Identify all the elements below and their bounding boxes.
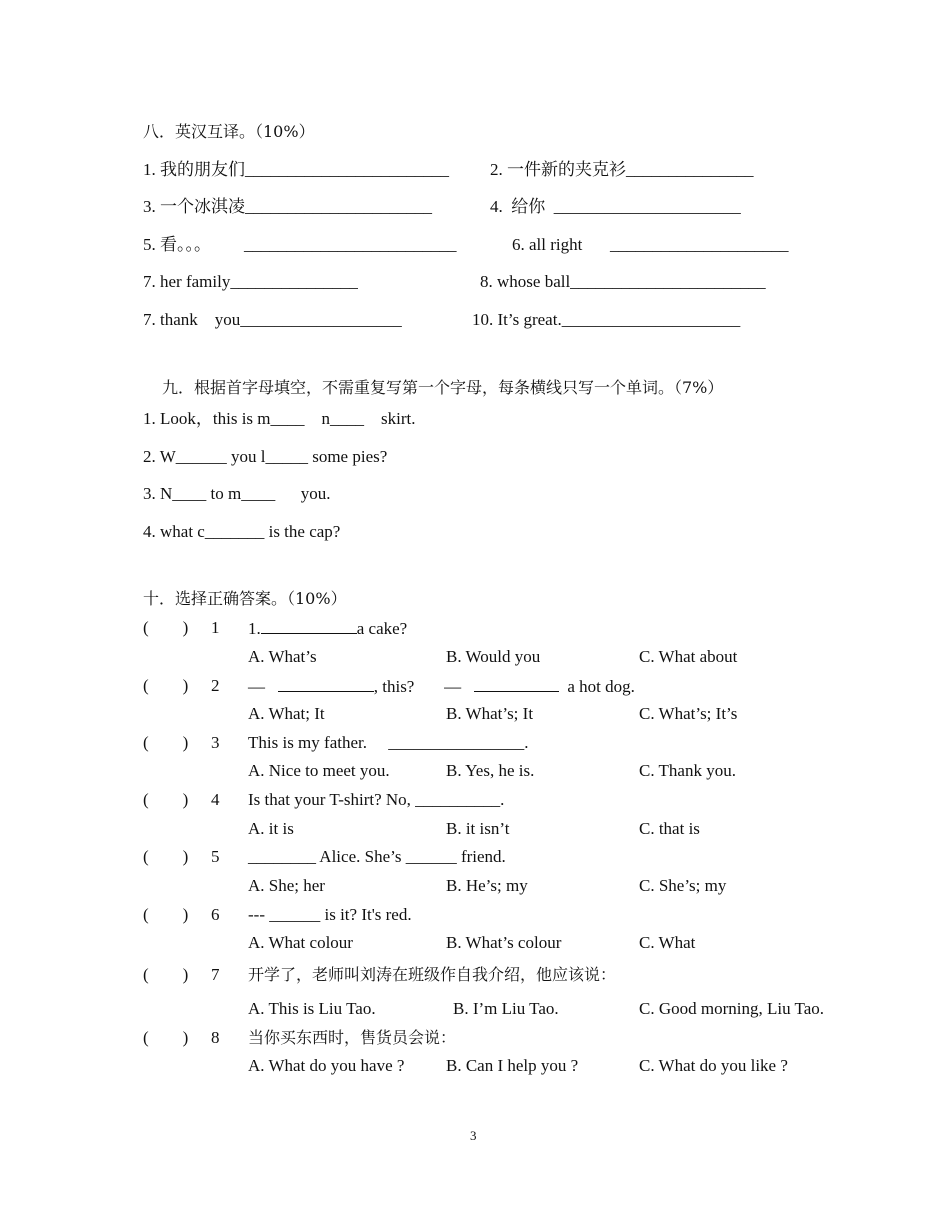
q5-paren: ( ): [143, 847, 189, 866]
q8-option-b: B. Can I help you ?: [446, 1056, 579, 1075]
q2-option-c: C. What’s; It’s: [639, 704, 738, 723]
q5-option-b: B. He’s; my: [446, 876, 528, 895]
q3-paren: ( ): [143, 733, 189, 752]
q7-number: 7: [211, 965, 220, 984]
s8-item-3: 3. 一个冰淇凌______________________: [143, 197, 432, 216]
s8-item-8: 8. whose ball_______________________: [480, 272, 766, 291]
q6-paren: ( ): [143, 905, 189, 924]
q2-option-a: A. What; It: [248, 704, 325, 723]
s8-item-7: 7. her family_______________: [143, 272, 358, 291]
s8-item-10: 10. It’s great._____________________: [472, 310, 741, 329]
q8-option-c: C. What do you like ?: [639, 1056, 788, 1075]
s9-item-1: 1. Look，this is m____ n____ skirt.: [143, 409, 416, 428]
q7-option-c: C. Good morning, Liu Tao.: [639, 999, 825, 1018]
section8-title: 八．英汉互译。（10%）: [143, 122, 315, 141]
q2-stem: — , this? — a hot dog.: [248, 677, 635, 696]
q2-number: 2: [211, 676, 220, 695]
q1-option-c: C. What about: [639, 647, 738, 666]
page-number: 3: [470, 1128, 477, 1143]
s9-item-2: 2. W______ you l_____ some pies?: [143, 447, 388, 466]
q5-option-c: C. She’s; my: [639, 876, 727, 895]
q8-option-a: A. What do you have ?: [248, 1056, 405, 1075]
s8-item-6: 6. all right: [512, 235, 583, 254]
q2-blank-2: [474, 675, 559, 692]
q3-stem: This is my father. ________________.: [248, 733, 529, 752]
q4-option-c: C. that is: [639, 819, 700, 838]
q8-paren: ( ): [143, 1028, 189, 1047]
q7-option-a: A. This is Liu Tao.: [248, 999, 376, 1018]
q1-blank: [261, 617, 357, 634]
q2-blank-1: [278, 675, 374, 692]
q6-option-a: A. What colour: [248, 933, 353, 952]
s8-item-6-blank: _____________________: [610, 235, 789, 254]
q4-number: 4: [211, 790, 220, 809]
q3-option-a: A. Nice to meet you.: [248, 761, 390, 780]
q5-stem: ________ Alice. She’s ______ friend.: [248, 847, 506, 866]
q1-option-a: A. What’s: [248, 647, 317, 666]
q7-option-b: B. I’m Liu Tao.: [453, 999, 559, 1018]
q8-number: 8: [211, 1028, 220, 1047]
section10-title: 十．选择正确答案。（10%）: [143, 589, 347, 608]
q7-paren: ( ): [143, 965, 189, 984]
q6-option-c: C. What: [639, 933, 696, 952]
q2-paren: ( ): [143, 676, 189, 695]
q4-option-a: A. it is: [248, 819, 294, 838]
s8-item-9: 7. thank you___________________: [143, 310, 402, 329]
q3-option-c: C. Thank you.: [639, 761, 736, 780]
s8-item-5-blank: _________________________: [244, 235, 457, 254]
q1-number: 1: [211, 618, 220, 637]
q4-stem: Is that your T-shirt? No, __________.: [248, 790, 505, 809]
q7-stem: 开学了，老师叫刘涛在班级作自我介绍，他应该说：: [248, 965, 617, 984]
q2-option-b: B. What’s; It: [446, 704, 534, 723]
q6-number: 6: [211, 905, 220, 924]
q3-number: 3: [211, 733, 220, 752]
q1-stem: 1. a cake?: [248, 619, 408, 638]
q6-option-b: B. What’s colour: [446, 933, 562, 952]
q1-option-b: B. Would you: [446, 647, 541, 666]
q5-option-a: A. She; her: [248, 876, 325, 895]
q4-option-b: B. it isn’t: [446, 819, 510, 838]
s8-item-4: 4. 给你 ______________________: [490, 197, 741, 216]
q3-option-b: B. Yes, he is.: [446, 761, 535, 780]
q1-paren: ( ): [143, 618, 189, 637]
s9-item-3: 3. N____ to m____ you.: [143, 484, 331, 503]
q4-paren: ( ): [143, 790, 189, 809]
s8-item-2: 2. 一件新的夹克衫_______________: [490, 160, 754, 179]
s8-item-1: 1. 我的朋友们________________________: [143, 160, 449, 179]
q6-stem: --- ______ is it? It's red.: [248, 905, 412, 924]
section9-title: 九．根据首字母填空，不需重复写第一个字母，每条横线只写一个单词。（7%）: [162, 378, 724, 397]
q8-stem: 当你买东西时，售货员会说：: [248, 1028, 457, 1047]
s9-item-4: 4. what c_______ is the cap?: [143, 522, 341, 541]
s8-item-5: 5. 看。。。: [143, 235, 211, 254]
q5-number: 5: [211, 847, 220, 866]
